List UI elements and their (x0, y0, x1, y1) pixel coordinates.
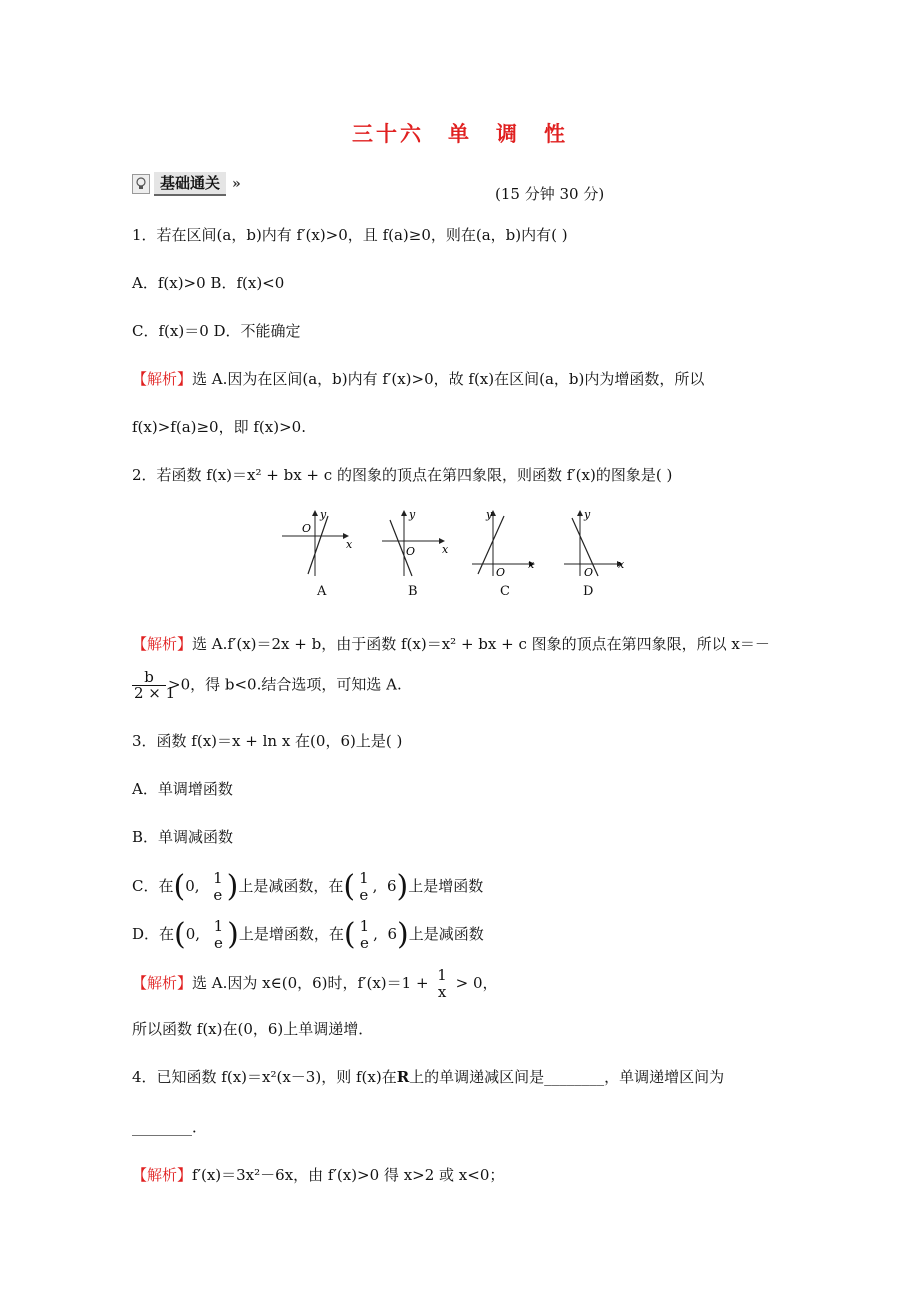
x-axis-label: x (442, 543, 449, 556)
graph-label-b: B (408, 584, 418, 599)
title-part: 单 (448, 121, 472, 146)
x-axis-label: x (346, 538, 353, 551)
interval-separator: , (373, 925, 378, 943)
q3-stem: 3．函数 f(x)＝x + ln x 在(0，6)上是( ) (132, 732, 403, 750)
q1-solution-line2: f(x)>f(a)≥0，即 f(x)>0. (132, 418, 306, 436)
solution-text: 选 A.因为 x∈(0，6)时，f′(x)＝1 + (192, 974, 429, 992)
fraction-denominator: e (359, 934, 369, 952)
option-text: 上是增函数，在 (238, 925, 344, 943)
fraction-denominator: e (213, 886, 223, 904)
interval-end: 6 (387, 925, 398, 943)
title-part: 性 (544, 121, 568, 146)
question-text: 4．已知函数 f(x)＝x²(x－3)，则 f(x)在 (132, 1068, 397, 1086)
q1-options-cd: C．f(x)＝0 D．不能确定 (132, 322, 301, 340)
question-text: 上的单调递减区间是________，单调递增区间为 (409, 1068, 725, 1086)
double-chevron-icon: » (232, 176, 241, 192)
option-prefix: C．在 (132, 877, 174, 895)
option-text: 上是增函数 (408, 877, 484, 895)
y-axis-label: y (486, 508, 493, 521)
interval-start: 0, (185, 925, 201, 943)
fraction-denominator: x (437, 983, 447, 1001)
solution-tag: 【解析】 (132, 370, 193, 388)
q3-solution-line2: 所以函数 f(x)在(0，6)上单调递增． (132, 1020, 374, 1038)
q1-options-ab: A．f(x)>0 B．f(x)<0 (132, 274, 285, 292)
fraction-numerator: 1 (359, 869, 369, 887)
y-axis-label: y (584, 508, 591, 521)
graph-label-c: C (500, 584, 510, 599)
fraction-denominator: e (213, 934, 223, 952)
interval-start: 0, (185, 877, 200, 895)
interval-end: 6 (386, 877, 397, 895)
q4-blank: ________． (132, 1118, 208, 1136)
fraction-numerator: b (132, 670, 166, 686)
solution-text: f′(x)＝3x²－6x，由 f′(x)>0 得 x>2 或 x<0； (192, 1166, 505, 1184)
reals-symbol: R (396, 1068, 410, 1086)
fraction-numerator: 1 (213, 869, 223, 887)
solution-tag: 【解析】 (132, 974, 193, 992)
graph-d (564, 508, 625, 579)
lightbulb-icon (132, 174, 150, 194)
q3-option-a: A．单调增函数 (132, 780, 233, 798)
fraction-denominator: 2 × 1 (134, 684, 176, 702)
y-axis-label: y (320, 508, 327, 521)
time-limit: (15 分钟 30 分) (495, 185, 605, 203)
q2-solution-line2 (130, 670, 402, 701)
y-axis-label: y (409, 508, 416, 521)
option-text: 上是减函数 (408, 925, 484, 943)
q2-solution (132, 634, 770, 654)
section-label: 基础通关 (154, 172, 226, 196)
solution-text: 选 A.因为在区间(a，b)内有 f′(x)>0，故 f(x)在区间(a，b)内为增函数，所以 (192, 370, 705, 388)
fraction-numerator: 1 (359, 917, 370, 935)
solution-tag: 【解析】 (132, 635, 193, 653)
title-part: 调 (496, 121, 520, 146)
graph-label-a: A (317, 584, 327, 599)
graph-b (382, 508, 449, 576)
origin-label: O (406, 545, 416, 558)
q1-solution (132, 369, 704, 389)
q3-option-c: C．在(0, 1 e )上是减函数，在( 1 e , 6)上是增函数 (132, 869, 484, 904)
origin-label: O (302, 522, 312, 535)
solution-text: > 0， (455, 974, 498, 992)
graph-a (282, 508, 353, 576)
q4-stem (132, 1067, 724, 1087)
q3-option-b: B．单调减函数 (132, 828, 234, 846)
option-prefix: D．在 (132, 925, 175, 943)
x-axis-label: x (618, 558, 625, 571)
title-part: 三十六 (352, 121, 424, 146)
interval-separator: , (372, 877, 378, 895)
fraction-denominator: e (359, 886, 369, 904)
graph-c (472, 508, 535, 579)
option-text: 上是减函数，在 (238, 877, 344, 895)
solution-tag: 【解析】 (132, 1166, 193, 1184)
q4-solution (132, 1165, 504, 1185)
q1-stem: 1．若在区间(a，b)内有 f′(x)>0，且 f(a)≥0，则在(a，b)内有( ) (132, 226, 568, 244)
page-title (0, 121, 920, 146)
origin-label: O (584, 566, 594, 579)
solution-text: >0，得 b<0.结合选项，可知选 A. (168, 675, 402, 694)
fraction-numerator: 1 (213, 917, 224, 935)
origin-label: O (496, 566, 506, 579)
q3-option-d: D．在(0, 1 e )上是增函数，在( 1 e , 6)上是减函数 (132, 917, 484, 952)
q2-option-graphs (282, 508, 632, 608)
q3-solution (132, 963, 498, 1003)
graph-label-d: D (583, 584, 594, 599)
q2-stem: 2．若函数 f(x)＝x² + bx + c 的图象的顶点在第四象限，则函数 f′(x)的图象是( ) (132, 466, 673, 484)
x-axis-label: x (528, 558, 535, 571)
solution-text: 选 A.f′(x)＝2x + b，由于函数 f(x)＝x² + bx + c 图象的顶点在第四象限，所以 x＝－ (192, 635, 770, 653)
fraction-numerator: 1 (437, 966, 447, 984)
section-header (132, 173, 241, 195)
